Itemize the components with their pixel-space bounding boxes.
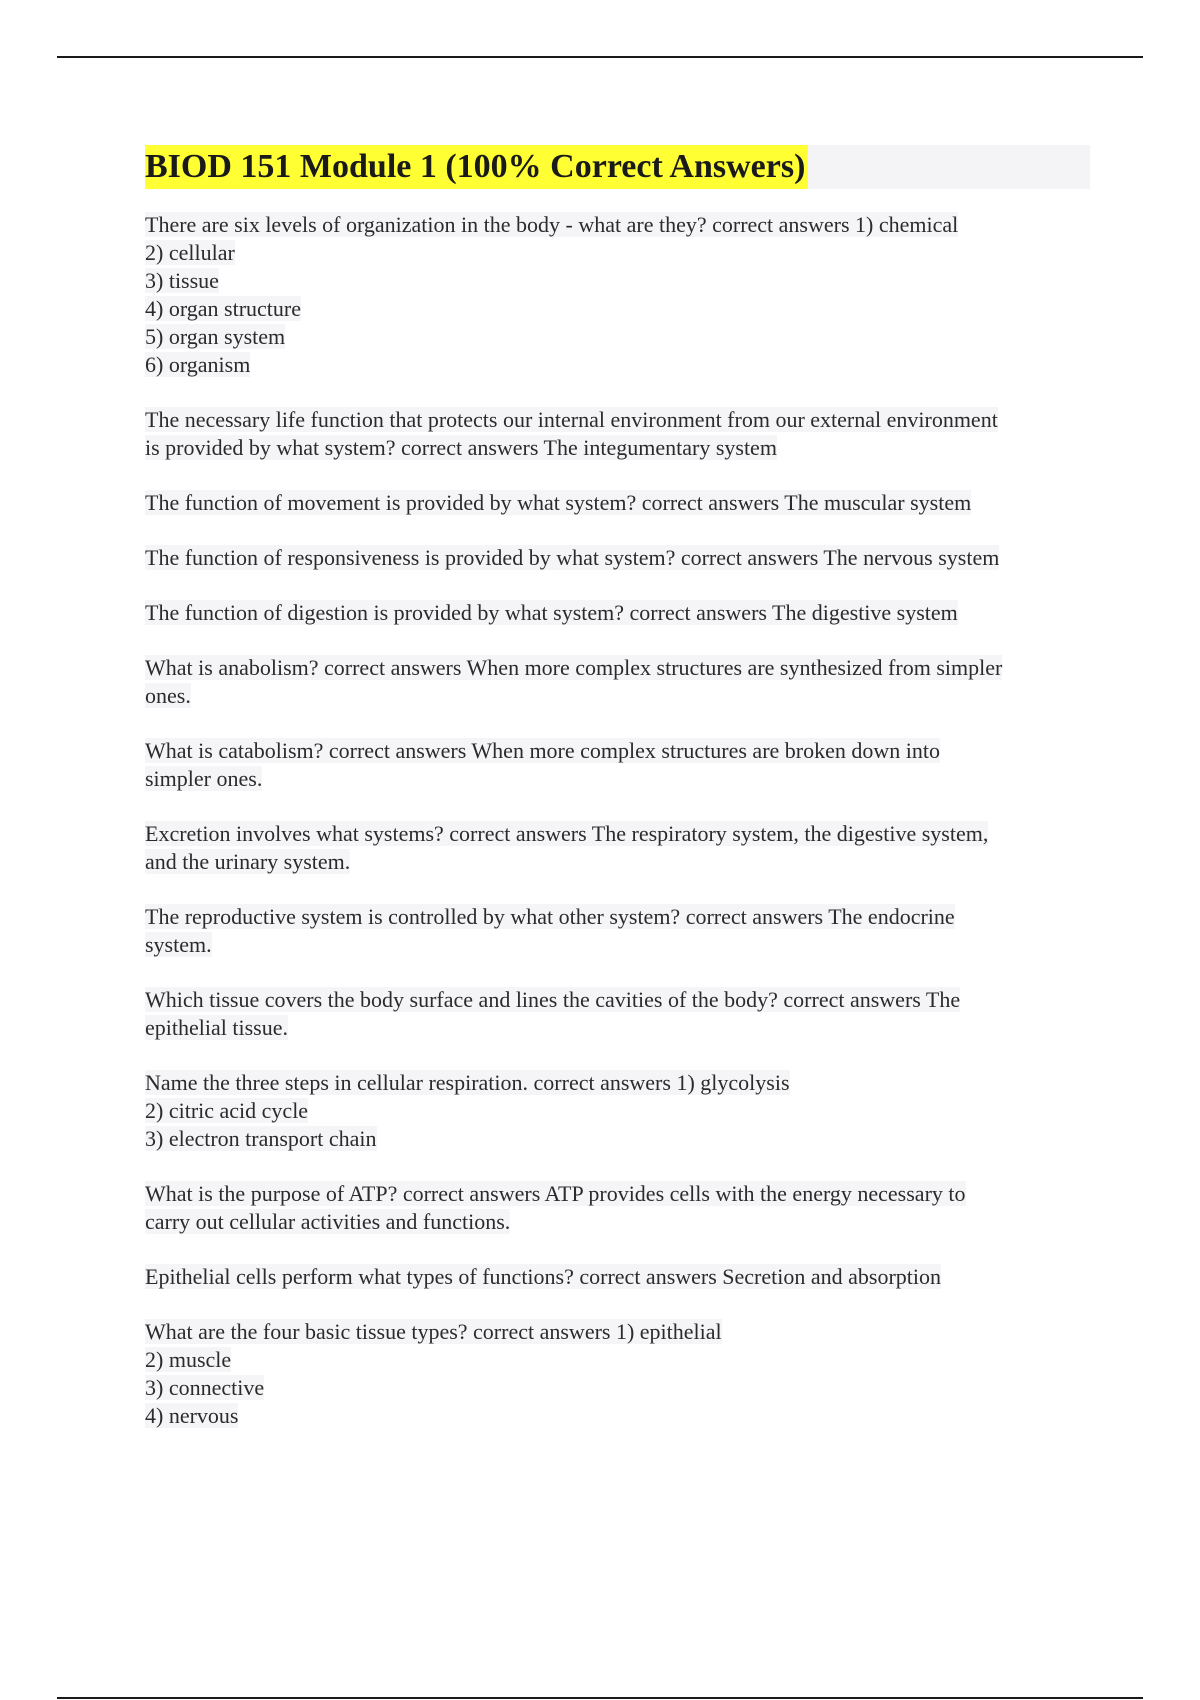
bottom-rule	[57, 1697, 1143, 1699]
qa-question-line	[145, 406, 1090, 434]
qa-question-line	[145, 986, 1090, 1014]
document-body	[145, 145, 1090, 1457]
qa-line-text: 6) organism	[145, 352, 251, 377]
qa-list	[145, 211, 1090, 1430]
qa-question-line	[145, 1263, 1090, 1291]
qa-line-text: What is anabolism? correct answers When more complex structures are synthesized from simpler	[145, 655, 1003, 680]
qa-line-text: The function of responsiveness is provided by what system? correct answers The nervous system	[145, 545, 1000, 570]
qa-answer-line	[145, 267, 1090, 295]
qa-question-line	[145, 903, 1090, 931]
qa-item	[145, 903, 1090, 959]
qa-question-line	[145, 489, 1090, 517]
qa-question-line	[145, 544, 1090, 572]
qa-answer-line	[145, 1208, 1090, 1236]
qa-line-text: 2) muscle	[145, 1347, 232, 1372]
qa-line-text: 3) connective	[145, 1375, 265, 1400]
qa-item	[145, 406, 1090, 462]
qa-answer-line	[145, 848, 1090, 876]
qa-line-text: is provided by what system? correct answers The integumentary system	[145, 435, 777, 460]
qa-line-text: Which tissue covers the body surface and lines the cavities of the body? correct answers The	[145, 987, 961, 1012]
qa-question-line	[145, 737, 1090, 765]
qa-line-text: What is catabolism? correct answers When more complex structures are broken down into	[145, 738, 940, 763]
qa-item	[145, 1180, 1090, 1236]
qa-answer-line	[145, 1097, 1090, 1125]
qa-line-text: 2) citric acid cycle	[145, 1098, 309, 1123]
qa-line-text: epithelial tissue.	[145, 1015, 288, 1040]
qa-answer-line	[145, 239, 1090, 267]
qa-line-text: system.	[145, 932, 212, 957]
qa-line-text: 5) organ system	[145, 324, 286, 349]
qa-question-line	[145, 599, 1090, 627]
qa-answer-line	[145, 1125, 1090, 1153]
qa-question-line	[145, 1180, 1090, 1208]
qa-line-text: Name the three steps in cellular respiration. correct answers 1) glycolysis	[145, 1070, 790, 1095]
qa-item	[145, 544, 1090, 572]
qa-line-text: ones.	[145, 683, 191, 708]
qa-line-text: The function of digestion is provided by what system? correct answers The digestive system	[145, 600, 958, 625]
qa-answer-line	[145, 434, 1090, 462]
qa-question-line	[145, 1318, 1090, 1346]
qa-answer-line	[145, 1402, 1090, 1430]
qa-line-text: Epithelial cells perform what types of functions? correct answers Secretion and absorption	[145, 1264, 942, 1289]
qa-line-text: and the urinary system.	[145, 849, 351, 874]
qa-question-line	[145, 1069, 1090, 1097]
qa-item	[145, 1318, 1090, 1430]
title-bar	[145, 145, 1090, 189]
qa-answer-line	[145, 682, 1090, 710]
qa-item	[145, 211, 1090, 379]
qa-line-text: 2) cellular	[145, 240, 235, 265]
qa-answer-line	[145, 1014, 1090, 1042]
qa-line-text: 3) electron transport chain	[145, 1126, 377, 1151]
qa-line-text: Excretion involves what systems? correct answers The respiratory system, the digestive system,	[145, 821, 989, 846]
qa-answer-line	[145, 323, 1090, 351]
qa-line-text: simpler ones.	[145, 766, 263, 791]
qa-item	[145, 820, 1090, 876]
qa-line-text: 3) tissue	[145, 268, 219, 293]
qa-item	[145, 986, 1090, 1042]
qa-line-text: 4) nervous	[145, 1403, 239, 1428]
qa-item	[145, 654, 1090, 710]
qa-answer-line	[145, 295, 1090, 323]
qa-item	[145, 737, 1090, 793]
qa-answer-line	[145, 1346, 1090, 1374]
qa-line-text: There are six levels of organization in the body - what are they? correct answers 1) chemical	[145, 212, 959, 237]
qa-line-text: 4) organ structure	[145, 296, 301, 321]
qa-item	[145, 489, 1090, 517]
qa-answer-line	[145, 931, 1090, 959]
qa-line-text: What is the purpose of ATP? correct answers ATP provides cells with the energy necessary to	[145, 1181, 966, 1206]
qa-item	[145, 1069, 1090, 1153]
qa-line-text: carry out cellular activities and functions.	[145, 1209, 511, 1234]
qa-question-line	[145, 211, 1090, 239]
qa-line-text: The necessary life function that protects our internal environment from our external environment	[145, 407, 998, 432]
qa-line-text: The reproductive system is controlled by what other system? correct answers The endocrine	[145, 904, 955, 929]
qa-question-line	[145, 820, 1090, 848]
top-rule	[57, 56, 1143, 58]
document-title: BIOD 151 Module 1 (100% Correct Answers)	[145, 145, 808, 189]
qa-item	[145, 1263, 1090, 1291]
qa-answer-line	[145, 1374, 1090, 1402]
qa-question-line	[145, 654, 1090, 682]
qa-line-text: What are the four basic tissue types? correct answers 1) epithelial	[145, 1319, 722, 1344]
qa-answer-line	[145, 765, 1090, 793]
qa-answer-line	[145, 351, 1090, 379]
qa-line-text: The function of movement is provided by what system? correct answers The muscular system	[145, 490, 972, 515]
qa-item	[145, 599, 1090, 627]
